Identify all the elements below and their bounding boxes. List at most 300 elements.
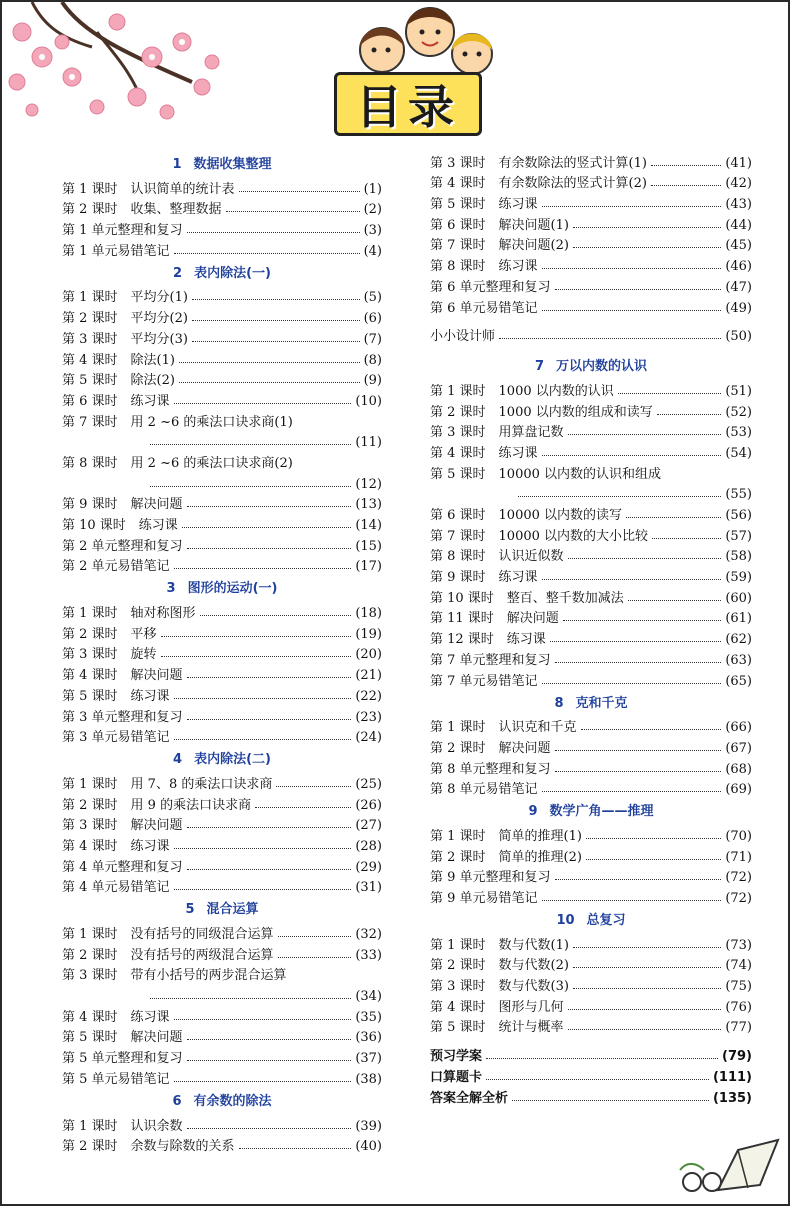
- leader-dots: [278, 936, 352, 937]
- leader-dots: [555, 771, 722, 772]
- toc-entry-label: 第 2 课时 数与代数(2): [430, 958, 569, 974]
- leader-dots: [563, 620, 722, 621]
- toc-entry-page: (58): [725, 549, 752, 565]
- toc-entry-page: (45): [725, 238, 752, 254]
- toc-entry-label: 第 2 单元整理和复习: [62, 538, 183, 554]
- toc-entry: [430, 440, 752, 461]
- toc-entry: [430, 544, 752, 565]
- toc-entry: [62, 600, 382, 621]
- toc-entry-page: (34): [355, 989, 382, 1005]
- toc-entry: [430, 647, 752, 668]
- leader-dots: [628, 600, 722, 601]
- toc-entry-page: (51): [725, 383, 752, 399]
- toc-entry-label: 第 1 课时 认识简单的统计表: [62, 181, 235, 197]
- section-name: 表内除法(一): [194, 265, 271, 281]
- toc-entry-continuation: [62, 471, 382, 492]
- toc-entry: [62, 305, 382, 326]
- toc-entry: [62, 1134, 382, 1155]
- toc-entry-page: (67): [725, 740, 752, 756]
- section-number: 7: [534, 359, 545, 375]
- toc-entry: [62, 813, 382, 834]
- toc-entry-page: (36): [355, 1030, 382, 1046]
- toc-entry: [430, 191, 752, 212]
- leader-dots: [542, 579, 722, 580]
- toc-entry-page: (41): [725, 155, 752, 171]
- section-title: [62, 749, 382, 771]
- toc-entry-label: 第 9 单元易错笔记: [430, 891, 538, 906]
- leader-dots: [278, 957, 352, 958]
- toc-entry-page: (49): [725, 300, 752, 316]
- section-name: 克和千克: [575, 695, 628, 711]
- leader-dots: [226, 211, 360, 212]
- toc-entry-page: (18): [355, 606, 382, 622]
- leader-dots: [542, 683, 722, 684]
- toc-entry: [430, 564, 752, 585]
- toc-entry-label: 第 1 课时 1000 以内数的认识: [430, 383, 614, 399]
- spacer: [430, 316, 752, 324]
- toc-entry: [430, 606, 752, 627]
- leader-dots: [161, 636, 352, 637]
- toc-entry-page: (37): [355, 1051, 382, 1067]
- toc-entry-page: (74): [725, 958, 752, 974]
- toc-entry-label: 第 1 单元易错笔记: [62, 243, 170, 259]
- toc-entry-label: 第 5 课时 除法(2): [62, 373, 175, 389]
- section-title: [430, 693, 752, 715]
- leader-dots: [192, 320, 360, 321]
- section-title: [430, 356, 752, 378]
- toc-entry-label: 第 8 课时 认识近似数: [430, 549, 564, 565]
- toc-entry-page: (17): [355, 559, 382, 575]
- toc-entry-page: (61): [725, 611, 752, 627]
- toc-entry-label: 第 3 课时 旋转: [62, 647, 157, 663]
- leader-dots: [187, 548, 352, 549]
- leader-dots: [255, 807, 351, 808]
- leader-dots: [150, 444, 351, 445]
- toc-entry: [62, 683, 382, 704]
- toc-entry: [62, 217, 382, 238]
- toc-entry-page: (70): [725, 828, 752, 844]
- toc-entry-label: 第 2 课时 收集、整理数据: [62, 202, 222, 218]
- toc-entry-label: 第 7 单元易错笔记: [430, 673, 538, 689]
- leader-dots: [276, 786, 351, 787]
- toc-entry-label: 第 2 课时 简单的推理(2): [430, 849, 582, 865]
- leader-dots: [174, 1081, 352, 1082]
- leader-dots: [626, 517, 721, 518]
- leader-dots: [179, 362, 360, 363]
- leader-dots: [512, 1100, 709, 1101]
- toc-entry-page: (56): [725, 508, 752, 523]
- toc-entry-label: 第 3 课时 数与代数(3): [430, 979, 569, 995]
- toc-entry-label: 第 5 单元易错笔记: [62, 1071, 170, 1087]
- leader-dots: [542, 310, 722, 311]
- toc-entry-page: (66): [725, 720, 752, 736]
- toc-entry: [430, 253, 752, 274]
- toc-entry: [62, 833, 382, 854]
- toc-entry-page: (9): [363, 373, 382, 389]
- toc-entry: [62, 704, 382, 725]
- toc-entry-label: 第 5 单元整理和复习: [62, 1051, 183, 1067]
- toc-entry: [430, 212, 752, 233]
- toc-entry: [62, 285, 382, 306]
- toc-entry: [62, 554, 382, 575]
- book-and-glasses-illustration: [678, 1130, 782, 1200]
- toc-entry: [430, 233, 752, 254]
- toc-entry-label: 第 8 课时 用 2 ~6 的乘法口诀求商(2): [62, 455, 293, 471]
- spacer: [430, 1035, 752, 1043]
- leader-dots: [192, 299, 360, 300]
- leader-dots: [174, 889, 352, 890]
- section-name: 有余数的除法: [193, 1093, 272, 1109]
- toc-entry-label: 第 7 课时 10000 以内数的大小比较: [430, 528, 649, 544]
- toc-entry: [430, 399, 752, 420]
- toc-entry-label: 第 2 课时 用 9 的乘法口诀求商: [62, 797, 252, 813]
- toc-entry-label: 小小设计师: [430, 329, 496, 345]
- section-title: [430, 801, 752, 823]
- toc-entry-label: 第 6 课时 解决问题(1): [430, 217, 569, 233]
- toc-entry-page: (21): [355, 668, 382, 684]
- toc-entry-page: (24): [355, 730, 382, 746]
- toc-entry: [62, 1025, 382, 1046]
- toc-entry-page: (14): [355, 518, 382, 533]
- toc-entry-page: (25): [355, 776, 382, 792]
- toc-entry-label: 第 7 单元整理和复习: [430, 652, 551, 668]
- toc-entry-label: 第 8 单元整理和复习: [430, 761, 551, 777]
- toc-entry-page: (57): [725, 528, 752, 544]
- toc-entry-label: 第 5 课时 练习课: [430, 197, 538, 213]
- toc-entry-page: (73): [725, 937, 752, 953]
- leader-dots: [174, 1019, 352, 1020]
- leader-dots: [542, 455, 722, 456]
- leader-dots: [161, 656, 352, 657]
- toc-entry: [430, 295, 752, 316]
- toc-entry: [62, 1113, 382, 1134]
- toc-entry: [430, 1015, 752, 1036]
- leader-dots: [179, 382, 360, 383]
- toc-entry-label: 第 1 课时 用 7、8 的乘法口诀求商: [62, 776, 273, 792]
- toc-entry-page: (62): [725, 632, 752, 648]
- toc-entry-page: (10): [355, 393, 382, 409]
- toc-entry-page: (22): [355, 688, 382, 704]
- toc-entry-page: (54): [725, 445, 752, 461]
- toc-entry-label: 口算题卡: [430, 1069, 483, 1085]
- toc-entry-continuation: [62, 430, 382, 451]
- leader-dots: [555, 879, 722, 880]
- toc-entry: [430, 461, 752, 482]
- toc-entry: [430, 668, 752, 689]
- toc-entry: [62, 1066, 382, 1087]
- section-title: [62, 1091, 382, 1113]
- toc-entry-page: (32): [355, 927, 382, 942]
- toc-entry-label: 第 9 课时 解决问题: [62, 497, 183, 513]
- toc-entry: [62, 492, 382, 513]
- section-number: 1: [172, 157, 182, 172]
- toc-entry: [62, 921, 382, 942]
- toc-entry-label: 第 3 课时 带有小括号的两步混合运算: [62, 968, 287, 984]
- toc-entry: [430, 1043, 752, 1064]
- toc-entry-label: 第 5 课时 解决问题: [62, 1030, 183, 1046]
- toc-entry-page: (46): [725, 259, 752, 275]
- toc-entry-label: 第 1 课时 数与代数(1): [430, 937, 569, 953]
- toc-entry-label: 第 1 单元整理和复习: [62, 223, 183, 239]
- leader-dots: [542, 206, 722, 207]
- toc-entry-page: (77): [725, 1020, 752, 1036]
- toc-entry-page: (111): [712, 1069, 752, 1085]
- toc-entry: [430, 150, 752, 171]
- leader-dots: [618, 393, 722, 394]
- toc-entry: [62, 409, 382, 430]
- spacer: [430, 344, 752, 352]
- toc-left-column: [62, 150, 382, 1154]
- toc-entry-continuation: [62, 983, 382, 1004]
- leader-dots: [150, 998, 351, 999]
- leader-dots: [174, 253, 360, 254]
- toc-entry-page: (52): [725, 404, 752, 420]
- leader-dots: [651, 165, 721, 166]
- toc-entry: [62, 642, 382, 663]
- leader-dots: [174, 739, 352, 740]
- leader-dots: [174, 848, 352, 849]
- leader-dots: [187, 1128, 352, 1129]
- leader-dots: [542, 900, 722, 901]
- toc-entry-label: 第 2 课时 平移: [62, 626, 157, 642]
- toc-entry-label: 第 2 课时 1000 以内数的组成和读写: [430, 404, 653, 420]
- section-title: [430, 910, 752, 932]
- leader-dots: [486, 1079, 709, 1080]
- toc-entry-page: (6): [363, 311, 382, 327]
- toc-entry-label: 第 6 单元整理和复习: [430, 279, 551, 295]
- toc-entry-label: 预习学案: [430, 1049, 483, 1065]
- toc-entry-page: (26): [355, 797, 382, 813]
- leader-dots: [187, 506, 352, 507]
- toc-entry: [62, 176, 382, 197]
- cherry-blossom-branch-illustration: [2, 2, 242, 132]
- leader-dots: [555, 662, 722, 663]
- toc-entry-page: (69): [725, 782, 752, 798]
- toc-entry-continuation: [430, 482, 752, 503]
- toc-entry-label: 第 6 课时 练习课: [62, 393, 170, 409]
- toc-entry-page: (31): [355, 880, 382, 896]
- toc-entry-label: 答案全解全析: [430, 1090, 509, 1106]
- leader-dots: [518, 496, 721, 497]
- toc-entry-page: (79): [722, 1049, 752, 1065]
- leader-dots: [187, 1060, 352, 1061]
- leader-dots: [239, 1148, 352, 1149]
- toc-entry: [62, 621, 382, 642]
- toc-entry-page: (3): [363, 223, 382, 239]
- leader-dots: [187, 869, 352, 870]
- toc-entry-page: (60): [725, 590, 752, 606]
- toc-entry: [430, 953, 752, 974]
- toc-entry-page: (135): [712, 1090, 752, 1106]
- toc-entry-page: (75): [725, 979, 752, 995]
- toc-entry-page: (43): [725, 197, 752, 213]
- leader-dots: [182, 527, 352, 528]
- leader-dots: [542, 268, 722, 269]
- leader-dots: [187, 827, 352, 828]
- toc-entry-page: (42): [725, 176, 752, 192]
- toc-entry-label: 第 7 课时 解决问题(2): [430, 238, 569, 254]
- leader-dots: [568, 1009, 722, 1010]
- toc-entry: [62, 1045, 382, 1066]
- toc-entry: [430, 1085, 752, 1106]
- toc-entry-page: (72): [725, 870, 752, 886]
- leader-dots: [174, 698, 352, 699]
- leader-dots: [568, 1029, 722, 1030]
- toc-entry-page: (55): [725, 487, 752, 503]
- section-name: 图形的运动(一): [187, 581, 278, 597]
- toc-entry-page: (50): [725, 329, 752, 345]
- section-number: 10: [556, 913, 575, 928]
- toc-entry-page: (68): [725, 761, 752, 777]
- leader-dots: [187, 232, 360, 233]
- toc-entry-page: (39): [355, 1118, 382, 1134]
- toc-entry-page: (76): [725, 999, 752, 1015]
- toc-entry: [430, 777, 752, 798]
- toc-entry-label: 第 4 课时 有余数除法的竖式计算(2): [430, 176, 647, 192]
- leader-dots: [550, 641, 722, 642]
- toc-entry-page: (44): [725, 217, 752, 233]
- toc-entry: [62, 963, 382, 984]
- section-title: [62, 154, 382, 176]
- section-name: 总复习: [586, 913, 626, 928]
- toc-entry: [62, 512, 382, 533]
- toc-entry: [430, 885, 752, 906]
- toc-entry: [430, 735, 752, 756]
- toc-entry-label: 第 3 课时 有余数除法的竖式计算(1): [430, 155, 647, 171]
- section-name: 万以内数的认识: [556, 359, 648, 375]
- toc-entry: [430, 715, 752, 736]
- leader-dots: [486, 1058, 718, 1059]
- toc-entry: [430, 523, 752, 544]
- toc-entry-label: 第 3 单元整理和复习: [62, 709, 183, 725]
- toc-entry: [430, 626, 752, 647]
- toc-entry-page: (63): [725, 652, 752, 668]
- toc-entry-page: (47): [725, 279, 752, 295]
- toc-entry: [62, 388, 382, 409]
- section-title: [62, 899, 382, 921]
- toc-entry-page: (1): [363, 181, 382, 197]
- toc-entry-label: 第 11 课时 解决问题: [430, 611, 559, 627]
- toc-entry-page: (19): [355, 626, 382, 642]
- section-name: 数学广角——推理: [549, 804, 654, 820]
- section-number: 6: [172, 1093, 182, 1109]
- leader-dots: [568, 434, 722, 435]
- toc-entry-label: 第 3 课时 平均分(3): [62, 331, 188, 347]
- toc-entry-label: 第 10 课时 练习课: [62, 518, 178, 533]
- leader-dots: [192, 341, 360, 342]
- leader-dots: [581, 729, 722, 730]
- toc-entry: [62, 238, 382, 259]
- toc-entry-page: (20): [355, 647, 382, 663]
- section-number: 9: [528, 804, 538, 820]
- leader-dots: [174, 568, 352, 569]
- toc-entry-page: (13): [355, 497, 382, 513]
- section-name: 表内除法(二): [194, 752, 271, 768]
- toc-entry-label: 第 3 课时 解决问题: [62, 818, 183, 834]
- section-name: 混合运算: [206, 902, 259, 918]
- toc-entry: [430, 973, 752, 994]
- toc-entry-page: (28): [355, 838, 382, 854]
- toc-entry: [430, 502, 752, 523]
- toc-entry-label: 第 4 单元整理和复习: [62, 859, 183, 875]
- toc-entry-label: 第 3 课时 用算盘记数: [430, 425, 564, 441]
- toc-entry-label: 第 1 课时 轴对称图形: [62, 606, 196, 622]
- leader-dots: [200, 615, 352, 616]
- section-number: 2: [173, 265, 183, 281]
- leader-dots: [187, 677, 352, 678]
- toc-entry-page: (12): [355, 476, 382, 492]
- toc-entry-label: 第 4 课时 图形与几何: [430, 999, 564, 1015]
- toc-entry-page: (71): [725, 849, 752, 865]
- toc-entry: [62, 368, 382, 389]
- toc-entry: [62, 942, 382, 963]
- toc-entry-label: 第 4 课时 练习课: [62, 838, 170, 854]
- section-number: 3: [166, 581, 176, 597]
- toc-entry-page: (8): [363, 352, 382, 368]
- leader-dots: [239, 191, 360, 192]
- toc-entry-label: 第 9 单元整理和复习: [430, 870, 551, 886]
- toc-entry-label: 第 12 课时 练习课: [430, 632, 546, 648]
- toc-entry: [62, 771, 382, 792]
- toc-entry: [430, 378, 752, 399]
- leader-dots: [586, 838, 721, 839]
- toc-entry-label: 第 5 课时 练习课: [62, 688, 170, 704]
- toc-right-column: [430, 150, 752, 1106]
- toc-entry-page: (53): [725, 425, 752, 441]
- leader-dots: [573, 988, 721, 989]
- leader-dots: [651, 185, 721, 186]
- toc-entry-label: 第 1 课时 认识克和千克: [430, 720, 577, 736]
- section-number: 8: [554, 695, 564, 711]
- section-title: [62, 263, 382, 285]
- toc-entry-page: (7): [363, 331, 382, 347]
- toc-entry-label: 第 5 课时 10000 以内数的认识和组成: [430, 466, 662, 482]
- toc-entry-label: 第 1 课时 平均分(1): [62, 290, 188, 306]
- toc-entry: [62, 875, 382, 896]
- toc-entry-page: (72): [725, 891, 752, 906]
- toc-entry: [62, 1004, 382, 1025]
- leader-dots: [657, 414, 722, 415]
- toc-entry: [430, 994, 752, 1015]
- toc-entry: [430, 844, 752, 865]
- page-title: 目录: [356, 80, 460, 134]
- leader-dots: [586, 859, 721, 860]
- toc-entry-page: (15): [355, 538, 382, 554]
- toc-entry-label: 第 2 课时 解决问题: [430, 740, 551, 756]
- toc-entry-page: (35): [355, 1009, 382, 1025]
- toc-entry-label: 第 5 课时 统计与概率: [430, 1020, 564, 1036]
- title-banner: [334, 72, 482, 136]
- toc-entry-label: 第 8 课时 练习课: [430, 259, 538, 275]
- toc-entry-page: (59): [725, 570, 752, 586]
- leader-dots: [150, 486, 351, 487]
- toc-entry-label: 第 7 课时 用 2 ~6 的乘法口诀求商(1): [62, 414, 293, 430]
- leader-dots: [542, 791, 722, 792]
- leader-dots: [652, 538, 721, 539]
- toc-entry: [62, 533, 382, 554]
- leader-dots: [499, 338, 721, 339]
- toc-entry-label: 第 4 课时 解决问题: [62, 668, 183, 684]
- toc-entry-label: 第 10 课时 整百、整千数加减法: [430, 590, 624, 606]
- toc-entry: [62, 450, 382, 471]
- toc-entry-page: (40): [355, 1139, 382, 1155]
- toc-entry-page: (33): [355, 947, 382, 963]
- section-number: 4: [173, 752, 183, 768]
- toc-entry: [430, 1064, 752, 1085]
- leader-dots: [573, 227, 721, 228]
- section-number: 5: [185, 902, 195, 918]
- toc-entry-page: (2): [363, 202, 382, 218]
